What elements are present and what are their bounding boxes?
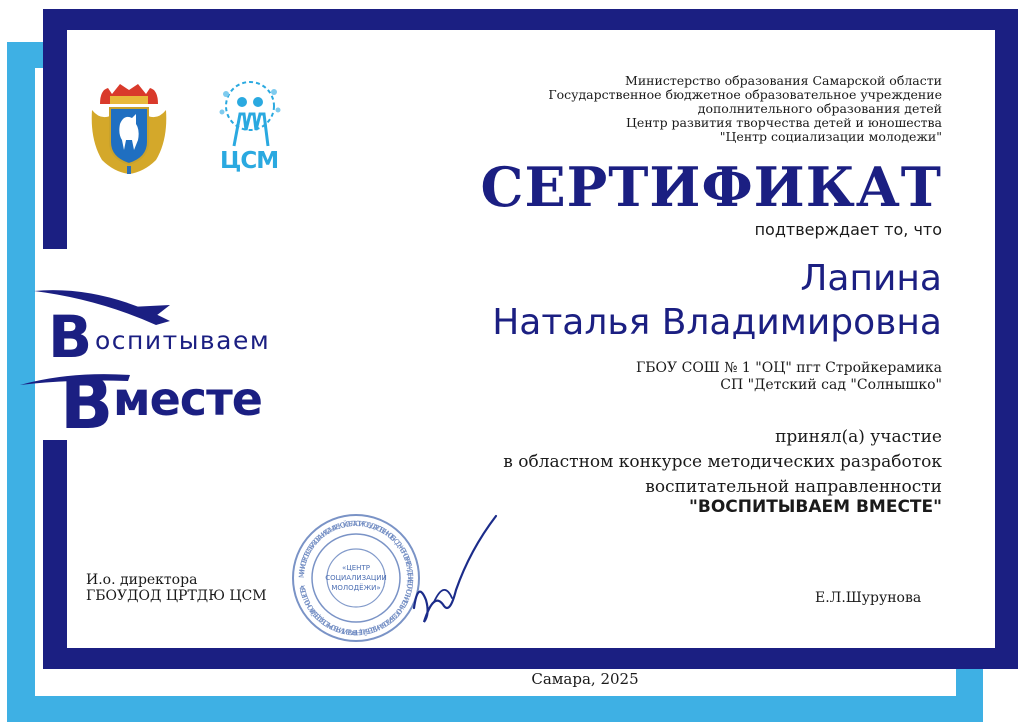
stamp-center-line: МОЛОДЁЖИ» <box>331 584 381 592</box>
frame-dark-left <box>43 9 67 249</box>
recipient-surname: Лапина <box>800 258 942 299</box>
stamp-ring-text: МИНИСТЕРСТВО ОБРАЗОВАНИЯ САМАРСКОЙ ОБЛАСТИ • ГОСУДАРСТВЕННОЕ БЮДЖЕТНОЕ УЧРЕЖДЕНИЕ ДОПОЛНИТЕЛЬНОГО ОБРАЗОВАНИЯ ДЕТЕЙ ЦЕНТР РАЗВИТИЯ ТВОРЧЕСТВА ДЕТЕЙ И ЮНОШЕСТВА • <box>296 518 416 638</box>
campaign-word-2: месте <box>113 372 262 426</box>
participation-line: воспитательной направленности <box>645 477 942 497</box>
org-line: СП "Детский сад "Солнышко" <box>720 377 942 393</box>
campaign-letter-v: В <box>48 303 93 371</box>
contest-name: "ВОСПИТЫВАЕМ ВМЕСТЕ" <box>689 497 942 517</box>
recipient-name: Наталья Владимировна <box>492 302 942 343</box>
frame-dark-right <box>995 9 1018 669</box>
recipient-organization <box>636 360 942 394</box>
issuer-line: "Центр социализации молодежи" <box>719 129 942 144</box>
issuer-line: дополнительного образования детей <box>697 101 942 116</box>
issuer-header <box>548 74 942 144</box>
city-year-text: Самара, 2025 <box>531 670 639 688</box>
certificate-title: СЕРТИФИКАТ <box>480 155 942 219</box>
frame-dark-bottom <box>43 648 1018 669</box>
position-line: ГБОУДОД ЦРТДЮ ЦСМ <box>86 588 267 604</box>
stamp-icon <box>290 512 422 644</box>
signature-icon <box>404 510 504 630</box>
csm-logo-icon <box>214 80 286 148</box>
position-line: И.о. директора <box>86 572 198 588</box>
campaign-letter-v: В <box>60 363 114 435</box>
frame-light-bottom <box>7 696 983 722</box>
signer-name: Е.Л.Шурунова <box>815 590 922 606</box>
campaign-word-1: оспитываем <box>95 326 271 355</box>
city-year <box>0 670 1024 688</box>
stamp-center-line: «ЦЕНТР <box>342 564 370 572</box>
stamp-center-line: СОЦИАЛИЗАЦИИ <box>325 574 387 582</box>
issuer-line: Центр развития творчества детей и юношества <box>626 115 942 130</box>
csm-logo-text: ЦСМ <box>220 148 279 174</box>
director-position <box>86 572 267 604</box>
participation-line: принял(а) участие <box>775 427 942 447</box>
issuer-line: Министерство образования Самарской области <box>625 73 942 88</box>
confirms-text: подтверждает то, что <box>754 220 942 239</box>
frame-dark-top <box>43 9 1018 30</box>
org-line: ГБОУ СОШ № 1 "ОЦ" пгт Стройкерамика <box>636 360 942 376</box>
issuer-line: Государственное бюджетное образовательное учреждение <box>548 87 942 102</box>
coat-of-arms-icon <box>88 80 170 175</box>
participation-line: в областном конкурсе методических разработок <box>503 452 942 472</box>
participation-text <box>503 425 942 500</box>
frame-dark-left-bottom <box>43 440 67 669</box>
